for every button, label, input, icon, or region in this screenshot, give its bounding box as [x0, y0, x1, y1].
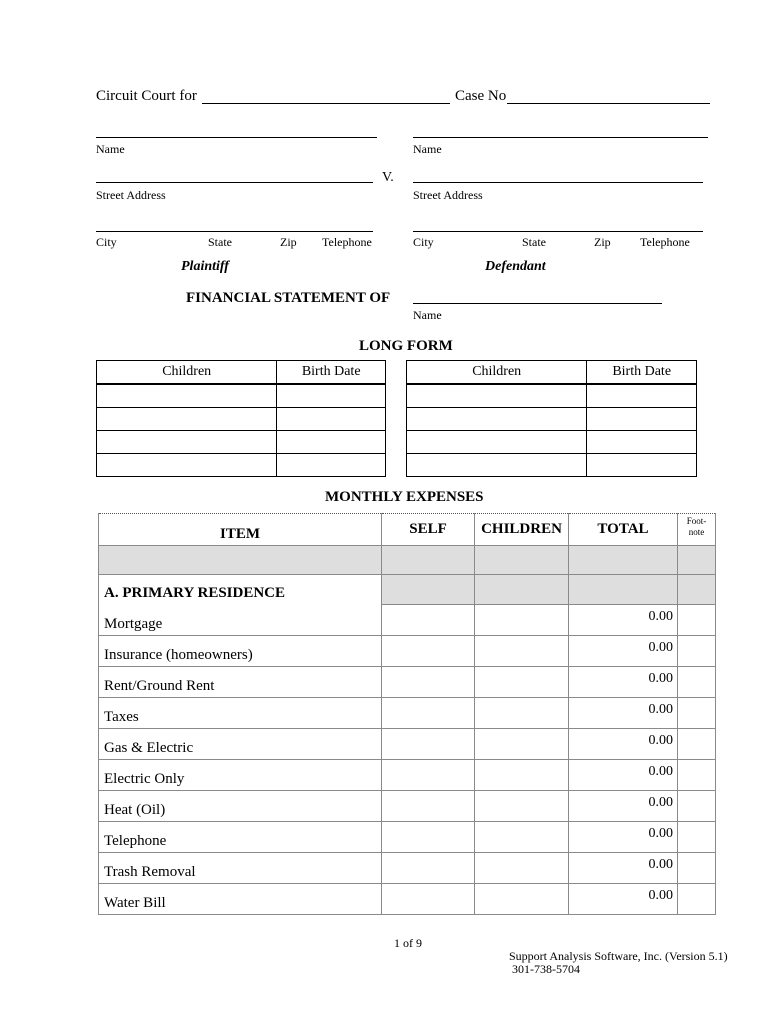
expense-footnote-cell[interactable]: [678, 790, 716, 821]
long-form-title: LONG FORM: [359, 338, 453, 354]
expense-item-label: Rent/Ground Rent: [99, 666, 382, 697]
expense-self-cell[interactable]: [382, 883, 475, 914]
expense-row: [99, 759, 716, 790]
expense-row: [99, 821, 716, 852]
statement-title: FINANCIAL STATEMENT OF: [186, 290, 391, 306]
child-birthdate-cell[interactable]: [277, 454, 386, 477]
children-header: Children: [97, 361, 277, 385]
expense-total-cell: 0.00: [569, 759, 678, 790]
total-header: TOTAL: [569, 514, 678, 546]
page-number: 1 of 9: [394, 936, 422, 950]
expense-item-label: Heat (Oil): [99, 790, 382, 821]
child-name-cell[interactable]: [407, 431, 587, 454]
birth-date-header: Birth Date: [587, 361, 697, 385]
children-header: Children: [407, 361, 587, 385]
expense-total-cell: 0.00: [569, 666, 678, 697]
child-birthdate-cell[interactable]: [277, 384, 386, 408]
expense-total-cell: 0.00: [569, 821, 678, 852]
plaintiff-zip-label: Zip: [280, 235, 297, 249]
plaintiff-city-label: City: [96, 235, 117, 249]
expense-item-label: Mortgage: [99, 604, 382, 635]
expense-children-cell[interactable]: [475, 728, 569, 759]
expense-children-cell[interactable]: [475, 666, 569, 697]
software-phone: 301-738-5704: [512, 962, 580, 976]
expense-self-cell[interactable]: [382, 635, 475, 666]
expense-total-cell: 0.00: [569, 852, 678, 883]
expense-item-label: Electric Only: [99, 759, 382, 790]
expense-item-label: Taxes: [99, 697, 382, 728]
software-credit: Support Analysis Software, Inc. (Version 5.1): [509, 949, 728, 963]
expense-children-cell[interactable]: [475, 852, 569, 883]
plaintiff-city-field[interactable]: [96, 231, 373, 232]
defendant-label: Defendant: [485, 259, 546, 274]
child-name-cell[interactable]: [407, 384, 587, 408]
expense-footnote-cell[interactable]: [678, 697, 716, 728]
expense-self-cell[interactable]: [382, 728, 475, 759]
expense-item-label: Gas & Electric: [99, 728, 382, 759]
monthly-expenses-title: MONTHLY EXPENSES: [325, 489, 484, 505]
expense-children-cell[interactable]: [475, 635, 569, 666]
expense-footnote-cell[interactable]: [678, 759, 716, 790]
expense-row: [99, 883, 716, 914]
expense-self-cell[interactable]: [382, 821, 475, 852]
expense-total-cell: 0.00: [569, 604, 678, 635]
child-birthdate-cell[interactable]: [277, 431, 386, 454]
expense-footnote-cell[interactable]: [678, 604, 716, 635]
children-exp-header: CHILDREN: [475, 514, 569, 546]
child-name-cell[interactable]: [407, 454, 587, 477]
child-birthdate-cell[interactable]: [587, 431, 697, 454]
circuit-court-field[interactable]: [202, 103, 450, 104]
expense-self-cell[interactable]: [382, 790, 475, 821]
child-birthdate-cell[interactable]: [277, 408, 386, 431]
child-name-cell[interactable]: [97, 384, 277, 408]
expense-footnote-cell[interactable]: [678, 728, 716, 759]
children-table-left: [96, 360, 386, 477]
expense-total-cell: 0.00: [569, 697, 678, 728]
expense-footnote-cell[interactable]: [678, 852, 716, 883]
expense-total-cell: 0.00: [569, 728, 678, 759]
section-primary-residence: A. PRIMARY RESIDENCE: [99, 575, 382, 605]
plaintiff-state-label: State: [208, 235, 232, 249]
expense-self-cell[interactable]: [382, 697, 475, 728]
expense-row: [99, 666, 716, 697]
expense-row: [99, 852, 716, 883]
footnote-header: Foot- note: [678, 514, 716, 546]
children-table-right: [406, 360, 697, 477]
defendant-city-field[interactable]: [413, 231, 703, 232]
defendant-state-label: State: [522, 235, 546, 249]
plaintiff-street-label: Street Address: [96, 188, 166, 202]
expense-row: [99, 635, 716, 666]
case-no-field[interactable]: [507, 103, 710, 104]
expense-children-cell[interactable]: [475, 697, 569, 728]
expense-footnote-cell[interactable]: [678, 666, 716, 697]
child-birthdate-cell[interactable]: [587, 454, 697, 477]
child-name-cell[interactable]: [97, 431, 277, 454]
expense-row: [99, 697, 716, 728]
expense-total-cell: 0.00: [569, 635, 678, 666]
expense-self-cell[interactable]: [382, 666, 475, 697]
versus-label: V.: [382, 170, 394, 185]
expense-self-cell[interactable]: [382, 852, 475, 883]
expense-self-cell[interactable]: [382, 759, 475, 790]
expense-row: [99, 728, 716, 759]
expense-item-label: Telephone: [99, 821, 382, 852]
plaintiff-name-field[interactable]: [96, 137, 377, 138]
expense-row: [99, 604, 716, 635]
expense-footnote-cell[interactable]: [678, 635, 716, 666]
child-name-cell[interactable]: [97, 408, 277, 431]
plaintiff-label: Plaintiff: [181, 259, 229, 274]
expense-row: [99, 790, 716, 821]
case-no-label: Case No: [455, 88, 507, 104]
defendant-street-label: Street Address: [413, 188, 483, 202]
child-birthdate-cell[interactable]: [587, 384, 697, 408]
item-header: ITEM: [99, 514, 382, 546]
child-name-cell[interactable]: [97, 454, 277, 477]
expense-item-label: Trash Removal: [99, 852, 382, 883]
defendant-zip-label: Zip: [594, 235, 611, 249]
expense-footnote-cell[interactable]: [678, 821, 716, 852]
statement-name-field[interactable]: [413, 303, 662, 304]
expense-children-cell[interactable]: [475, 759, 569, 790]
expense-total-cell: 0.00: [569, 883, 678, 914]
expense-children-cell[interactable]: [475, 821, 569, 852]
defendant-telephone-label: Telephone: [640, 235, 690, 249]
expense-item-label: Insurance (homeowners): [99, 635, 382, 666]
expense-children-cell[interactable]: [475, 883, 569, 914]
expense-children-cell[interactable]: [475, 604, 569, 635]
plaintiff-name-label: Name: [96, 142, 125, 156]
statement-name-label: Name: [413, 308, 442, 322]
child-birthdate-cell[interactable]: [587, 408, 697, 431]
expense-item-label: Water Bill: [99, 883, 382, 914]
monthly-expenses-table: [98, 513, 716, 915]
expense-children-cell[interactable]: [475, 790, 569, 821]
defendant-name-field[interactable]: [413, 137, 708, 138]
plaintiff-telephone-label: Telephone: [322, 235, 372, 249]
expense-footnote-cell[interactable]: [678, 883, 716, 914]
birth-date-header: Birth Date: [277, 361, 386, 385]
expense-total-cell: 0.00: [569, 790, 678, 821]
circuit-court-label: Circuit Court for: [96, 88, 197, 104]
plaintiff-street-field[interactable]: [96, 182, 373, 183]
defendant-city-label: City: [413, 235, 434, 249]
defendant-street-field[interactable]: [413, 182, 703, 183]
self-header: SELF: [382, 514, 475, 546]
defendant-name-label: Name: [413, 142, 442, 156]
expense-self-cell[interactable]: [382, 604, 475, 635]
child-name-cell[interactable]: [407, 408, 587, 431]
